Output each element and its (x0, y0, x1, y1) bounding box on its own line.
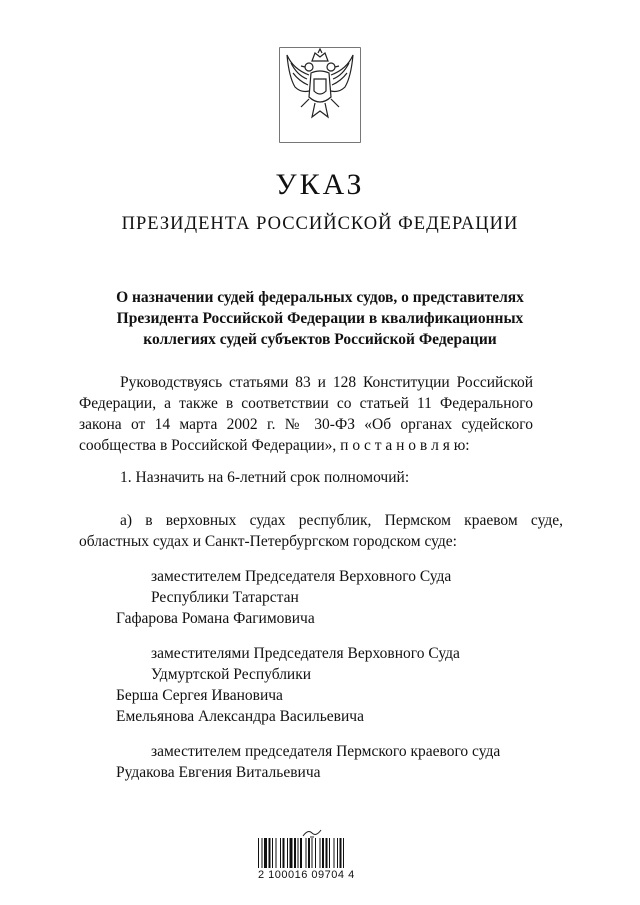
preamble-line-4: сообщества в Российской Федерации», п о с т а н о в л я ю: (79, 437, 470, 454)
item-a-line-2: областных судах и Санкт-Петербургском городском суде: (79, 533, 457, 550)
appointment-3-name: Рудакова Евгения Витальевича (116, 764, 321, 781)
item-1: 1. Назначить на 6-летний срок полномочий: (120, 469, 410, 486)
document-title-line-3: коллегиях судей субъектов Российской Федерации (143, 331, 497, 348)
barcode-number: 2 100016 09704 4 (258, 869, 355, 881)
document-title-line-1: О назначении судей федеральных судов, о представителях (116, 289, 524, 306)
issuer-heading: ПРЕЗИДЕНТА РОССИЙСКОЙ ФЕДЕРАЦИИ (121, 214, 519, 234)
preamble-line-1: Руководствуясь статьями 83 и 128 Конституции Российской (120, 374, 533, 391)
document-title-line-2: Президента Российской Федерации в квалификационных (116, 310, 524, 327)
document-type-heading: УКАЗ (275, 168, 365, 201)
appointment-1-position-line-2: Республики Татарстан (151, 589, 299, 606)
barcode-icon (257, 838, 383, 870)
appointment-3-position: заместителем председателя Пермского краевого суда (151, 743, 501, 760)
appointment-2-position-line-1: заместителями Председателя Верховного Суда (151, 645, 460, 662)
appointment-2-name-2: Емельянова Александра Васильевича (116, 708, 364, 725)
preamble-line-3: закона от 14 марта 2002 г. № 30-ФЗ «Об органах судейского (79, 416, 533, 433)
appointment-2-position-line-2: Удмуртской Республики (151, 666, 312, 683)
coat-of-arms-icon (279, 47, 361, 143)
appointment-1-position-line-1: заместителем Председателя Верховного Суда (151, 568, 452, 585)
appointment-1-name: Гафарова Романа Фагимовича (116, 610, 315, 627)
appointment-2-name-1: Берша Сергея Ивановича (116, 687, 283, 704)
item-a-line-1: а) в верховных судах республик, Пермском краевом суде, (120, 512, 563, 529)
preamble-line-2: Федерации, а также в соответствии со статьей 11 Федерального (79, 395, 533, 412)
